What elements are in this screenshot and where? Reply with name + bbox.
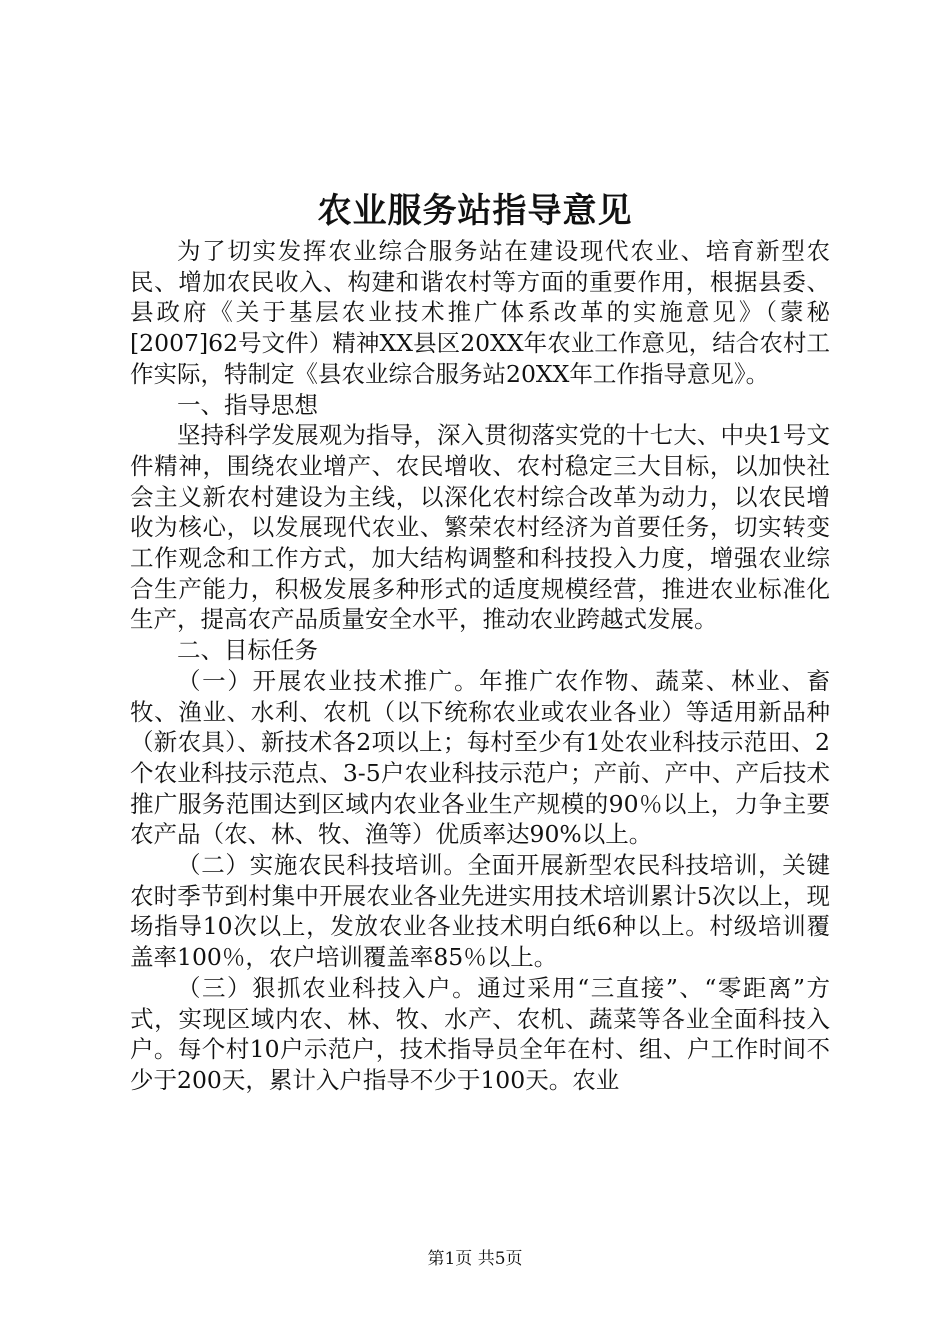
heading-goals-tasks: 二、目标任务 [177, 636, 318, 665]
paragraph-task-2: （二）实施农民科技培训。全面开展新型农民科技培训，关键农时季节到村集中开展农业各业先进实用技术培训累计5次以上，现场指导10次以上，发放农业各业技术明白纸6种以上。村级培训覆盖率100％，农户培训覆盖率85％以上。 [130, 851, 830, 972]
document-body [130, 236, 830, 1096]
paragraph-task-1: （一）开展农业技术推广。年推广农作物、蔬菜、林业、畜牧、渔业、水利、农机（以下统称农业或农业各业）等适用新品种（新农具）、新技术各2项以上；每村至少有1处农业科技示范田、2个农业科技示范点、3-5户农业科技示范户；产前、产中、产后技术推广服务范围达到区域内农业各业生产规模的90％以上，力争主要农产品（农、林、牧、渔等）优质率达90%以上。 [130, 666, 830, 849]
paragraph-guiding-ideology: 坚持科学发展观为指导，深入贯彻落实党的十七大、中央1号文件精神，围绕农业增产、农民增收、农村稳定三大目标，以加快社会主义新农村建设为主线，以深化农村综合改革为动力，以农民增收为核心，以发展现代农业、繁荣农村经济为首要任务，切实转变工作观念和工作方式，加大结构调整和科技投入力度，增强农业综合生产能力，积极发展多种形式的适度规模经营，推进农业标准化生产，提高农产品质量安全水平，推动农业跨越式发展。 [130, 421, 830, 634]
paragraph-task-3: （三）狠抓农业科技入户。通过采用“三直接”、“零距离”方式，实现区域内农、林、牧、水产、农机、蔬菜等各业全面科技入户。每个村10户示范户，技术指导员全年在村、组、户工作时间不少于200天，累计入户指导不少于100天。农业 [130, 973, 830, 1094]
heading-guiding-ideology: 一、指导思想 [177, 390, 318, 419]
page-footer: 第1页 共5页 [427, 1249, 523, 1269]
document-title: 农业服务站指导意见 [317, 191, 633, 231]
paragraph-intro: 为了切实发挥农业综合服务站在建设现代农业、培育新型农民、增加农民收入、构建和谐农村等方面的重要作用，根据县委、县政府《关于基层农业技术推广体系改革的实施意见》（蒙秘[2007]62号文件）精神XX县区20XX年农业工作意见，结合农村工作实际，特制定《县农业综合服务站20XX年工作指导意见》。 [130, 237, 830, 388]
